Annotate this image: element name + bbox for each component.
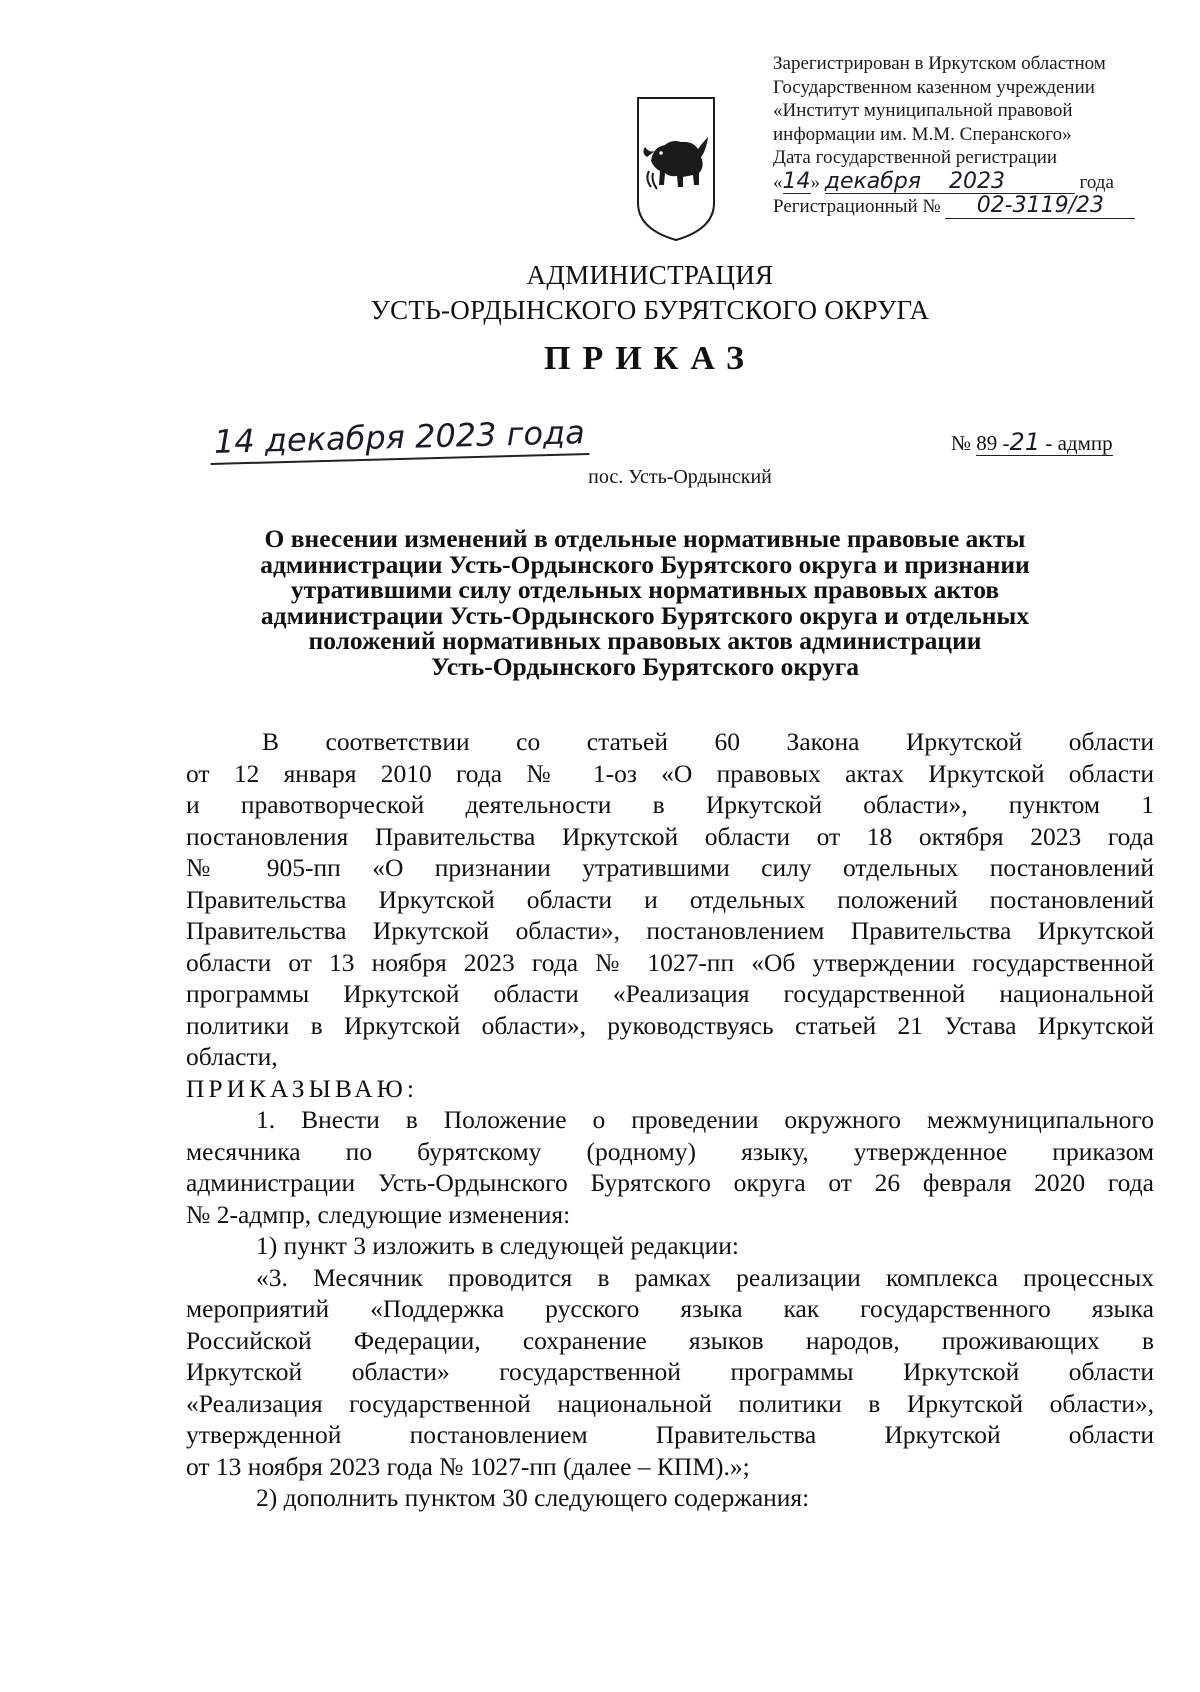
body-line: постановления Правительства Иркутской области от 18 октября 2023 года	[186, 821, 1154, 851]
registration-number: Регистрационный № 02-3119/23	[773, 194, 1153, 219]
body-line: 1) пункт 3 изложить в следующей редакции:	[256, 1231, 739, 1260]
registration-line: информации им. М.М. Сперанского»	[773, 123, 1072, 145]
registration-date-day: 14	[782, 168, 811, 194]
body-line: мероприятий «Поддержка русского языка как государственного языка	[186, 1294, 1154, 1323]
registration-line: «Институт муниципальной правовой	[773, 100, 1073, 121]
body-line: от 13 ноября 2023 года № 1027-пп (далее – КПМ).»;	[186, 1451, 750, 1481]
body-line: «3. Месячник проводится в рамках реализации комплекса процессных	[256, 1262, 1154, 1292]
coat-of-arms-emblem	[635, 95, 717, 243]
registration-date: «14» декабря 2023 года	[773, 168, 1114, 194]
body-line: «Реализация государственной национальной политики в Иркутской области»,	[186, 1388, 1154, 1418]
title-line: Усть-Ордынского Бурятского округа	[430, 651, 860, 681]
title-line: утратившими силу отдельных нормативных правовых актов	[290, 575, 1000, 604]
title-line: положений нормативных правовых актов администрации	[308, 626, 982, 655]
body-line: программы Иркутской области «Реализация государственной национальной	[186, 979, 1154, 1008]
body-line: 1. Внести в Положение о проведении окружного межмуниципального	[256, 1105, 1154, 1134]
registration-line: Дата государственной регистрации	[773, 147, 1058, 168]
body-line: Правительства Иркутской области», постановлением Правительства Иркутской	[186, 916, 1154, 945]
body-line: области,	[186, 1042, 278, 1071]
place-of-issue: пос. Усть-Ордынский	[588, 466, 772, 488]
registration-line: Государственном казенном учреждении	[773, 76, 1095, 98]
body-line: администрации Усть-Ордынского Бурятского округа от 26 февраля 2020 года	[186, 1168, 1154, 1197]
body-line: месячника по бурятскому (родному) языку, утвержденное приказом	[186, 1136, 1154, 1166]
document-type-heading: ПРИКАЗ	[544, 340, 756, 377]
order-directive: ПРИКАЗЫВАЮ:	[186, 1073, 418, 1103]
body-line: Российской Федерации, сохранение языков народов, проживающих в	[186, 1325, 1154, 1355]
body-line: № 905-пп «О признании утратившими силу отдельных постановлений	[186, 853, 1154, 882]
organization-name-line2: УСТЬ-ОРДЫНСКОГО БУРЯТСКОГО ОКРУГА	[370, 295, 930, 325]
document-body	[186, 726, 1154, 1514]
order-number: № 89 -21 - адмпр	[951, 428, 1113, 456]
body-line: № 2-адмпр, следующие изменения:	[186, 1199, 571, 1229]
body-line: от 12 января 2010 года № 1-оз «О правовых актах Иркутской области	[186, 758, 1154, 788]
title-line: О внесении изменений в отдельные нормативные правовые акты	[264, 524, 1026, 553]
title-line: администрации Усть-Ордынского Бурятского округа и отдельных	[260, 600, 1030, 630]
body-line: Иркутской области» государственной программы Иркутской области	[186, 1357, 1154, 1386]
body-line: области от 13 ноября 2023 года № 1027-пп «Об утверждении государственной	[186, 947, 1154, 977]
body-line: Правительства Иркутской области и отдельных положений постановлений	[186, 884, 1154, 914]
body-line: утвержденной постановлением Правительства Иркутской области	[186, 1420, 1154, 1449]
document-title	[190, 526, 1100, 679]
order-number-handwritten: 21	[1009, 428, 1041, 456]
body-line: 2) дополнить пунктом 30 следующего содержания:	[256, 1483, 810, 1512]
registration-stamp	[773, 52, 1153, 219]
title-line: администрации Усть-Ордынского Бурятского округа и признании	[260, 549, 1030, 579]
organization-name-line1: АДМИНИСТРАЦИЯ	[526, 260, 774, 290]
registration-number-value: 02-3119/23	[945, 194, 1135, 219]
registration-line: Зарегистрирован в Иркутском областном	[773, 53, 1106, 74]
registration-date-month-year: декабря 2023	[825, 170, 1075, 195]
body-line: политики в Иркутской области», руководствуясь статьей 21 Устава Иркутской	[186, 1010, 1154, 1040]
body-line: В соответствии со статьей 60 Закона Иркутской области	[262, 727, 1154, 756]
order-date-handwritten: 14 декабря 2023 года	[210, 413, 590, 465]
body-line: и правотворческой деятельности в Иркутской области», пунктом 1	[186, 790, 1154, 819]
